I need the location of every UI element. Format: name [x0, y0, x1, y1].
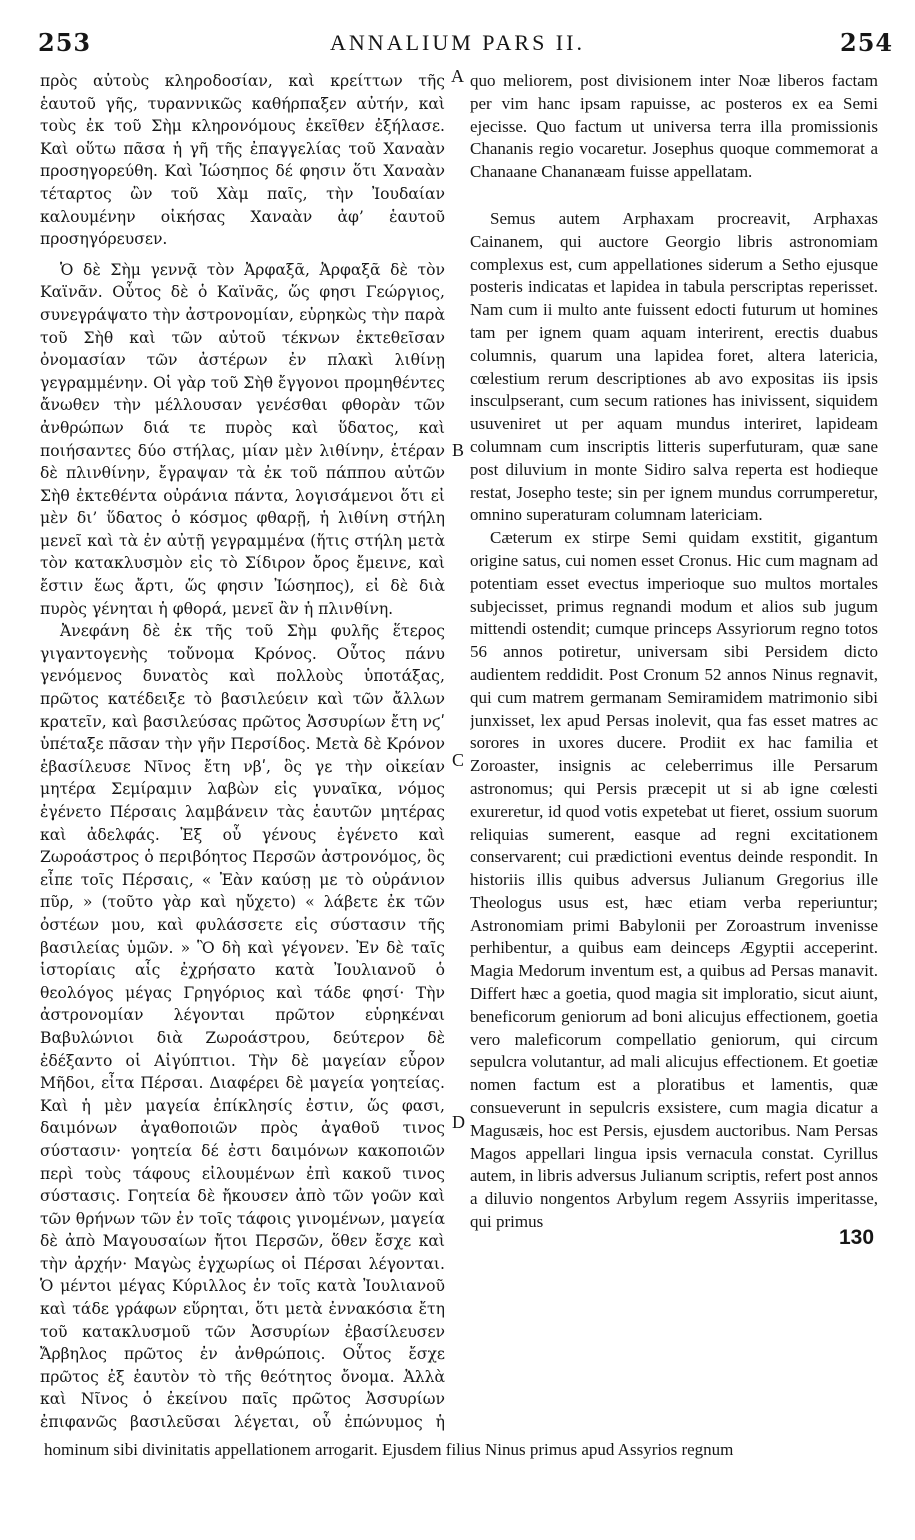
greek-paragraph: πρὸς αὐτοὺς κληροδοσίαν, καὶ κρείττων τῆς ἑαυτοῦ γῆς, τυραννικῶς καθήρπαξεν αὐτήν, καὶ τοὺς ἐκ τοῦ Σὴμ κληρονόμους ἐκεῖθεν ἐξήλασε. Καὶ οὕτω πᾶσα ἡ γῆ τῆς ἐπαγγελίας τοῦ Χαναὰν προσηγορεύθη. Καὶ Ἰώσηπος δέ φησιν ὅτι Χαναὰν τέταρτος ὢν τοῦ Χὰμ παῖς, τὴν Ἰουδαίαν καλουμένην οἰκήσας Χαναὰν ἀφ’ ἑαυτοῦ προσηγόρευσεν. — [40, 72, 445, 249]
page-number-right: 254 — [840, 28, 894, 57]
margin-marker-d: D — [452, 1112, 465, 1132]
page-number-left: 253 — [38, 28, 92, 57]
running-title: ANNALIUM PARS II. — [330, 30, 585, 55]
latin-paragraph: quo meliorem, post divisionem inter Noæ liberos factam per vim hanc ipsam rapuisse, ac posteros ex ea Semi ejecisse. Quo factum ut universa terra illa promissionis Chananis regio vocaretur. Josephus quoque commemorat a Chanaane Chananæam fuisse appellatam. — [470, 71, 878, 182]
margin-marker-b: B — [452, 440, 465, 460]
greek-paragraph: Ὁ δὲ Σὴμ γεννᾷ τὸν Ἀρφαξᾶ, Ἀρφαξᾶ δὲ τὸν Καϊνᾶν. Οὗτος δὲ ὁ Καϊνᾶς, ὥς φησι Γεώργιος, συνεγράψατο τὴν ἀστρονομίαν, εὑρηκὼς τὴν παρὰ τοῦ Σὴθ καὶ τῶν αὐτοῦ τέκνων ἐκτεθεῖσαν ὀνομασίαν τῶν ἀστέρων ἐν πλακὶ λιθίνῃ γεγραμμένην. Οἱ γὰρ τοῦ Σὴθ ἔγγονοι προμηθέντες ἄνωθεν τὴν μέλλουσαν γενέσθαι φθορὰν τῶν ἀνθρώπων διά τε πυρὸς καὶ ὕδατος, καὶ ποιήσαντες δύο στήλας, μίαν μὲν λιθίνην, ἑτέραν δὲ πλινθίνην, ἔγραψαν τὰ ἐκ τοῦ πάππου αὐτῶν Σὴθ ἐκτεθέντα οὐράνια πάντα, λογισάμενοι ὅτι εἰ μὲν δι’ ὕδατος ὁ κόσμος φθαρῇ, ἡ λιθίνη στήλη μενεῖ καὶ τὰ ἐν αὐτῇ γεγραμμένα (ἥτις στήλη μετὰ τὸν κατακλυσμὸν εἰς τὸ Σίδιρον ὄρος ἔμεινε, καὶ ἔστιν ἕως ἄρτι, ὥς φησιν Ἰώσηπος), εἰ δὲ διὰ πυρὸς γένηται ἡ φθορά, μενεῖ ἂν ἡ πλινθίνη. — [40, 260, 445, 618]
greek-paragraph: Ἀνεφάνη δὲ ἐκ τῆς τοῦ Σὴμ φυλῆς ἕτερος γιγαντογενὴς τοὔνομα Κρόνος. Οὗτος πάνυ γενόμενος δυνατὸς καὶ πολλοὺς ὑποτάξας, πρῶτος κατέδειξε τὸ βασιλεύειν καὶ τῶν ἄλλων κρατεῖν, καὶ βασιλεύσας πρῶτος Ἀσσυρίων ἔτη νϛʹ ὑπέταξε πᾶσαν τὴν γῆν Περσίδος. Μετὰ δὲ Κρόνον ἐβασίλευσε Νῖνος ἔτη νβʹ, ὃς γε τὴν οἰκείαν μητέρα Σεμίραμιν λαβὼν εἰς γυναῖκα, νόμος ἐγένετο Πέρσαις λαμβάνειν τὰς ἑαυτῶν μητέρας καὶ ἀδελφάς. Ἐξ οὗ γένους ἐγένετο καὶ Ζωροάστρος ὁ περιβόητος Περσῶν ἀστρονόμος, ὃς εἶπε τοῖς Πέρσαις, « Ἐὰν καύσῃ με τὸ οὐράνιον πῦρ, » (τοῦτο γὰρ καὶ ηὔχετο) « λάβετε ἐκ τῶν ὀστέων μου, καὶ φυλάσσετε εἰς σύστασιν τῆς βασιλείας ὑμῶν. » Ὃ δὴ καὶ γέγονεν. Ἐν δὲ ταῖς ἱστορίαις αἷς ἐχρήσατο κατὰ Ἰουλιανοῦ ὁ θεολόγος μέγας Γρηγόριος καὶ τάδε φησί· Τὴν ἀστρονομίαν λέγονται πρῶτον εὑρηκέναι Βαβυλώνιοι διὰ Ζωροάστρου, δεύτερον δὲ ἐδέξαντο οἱ Αἰγύπτιοι. Τὴν δὲ μαγείαν εὗρον Μῆδοι, εἶτα Πέρσαι. Διαφέρει δὲ μαγεία γοητείας. Καὶ ἡ μὲν μαγεία ἐπίκλησίς ἐστιν, ὥς φασι, δαιμόνων ἀγαθοποιῶν πρὸς ἀγαθοῦ τινος σύστασιν· γοητεία δέ ἐστι δαιμόνων κακοποιῶν περὶ τοὺς τάφους εἰλουμένων ἐπὶ κακοῦ τινος σύστασις. Γοητεία δὲ ἤκουσεν ἀπὸ τῶν γοῶν καὶ τῶν θρήνων τῶν ἐν τοῖς τάφοις γινομένων, μαγεία δὲ ἀπὸ Μαγουσαίων ἤτοι Περσῶν, ὅθεν ἔσχε καὶ τὴν ἀρχήν· Μαγὼς ἐγχωρίως οἱ Πέρσαι λέγονται. Ὁ μέντοι μέγας Κύριλλος ἐν τοῖς κατὰ Ἰουλιανοῦ καὶ τάδε γράφων εὕρηται, ὅτι μετὰ ἐννακόσια ἔτη τοῦ κατακλυσμοῦ τῶν Ἀσσυρίων ἐβασίλευσεν Ἄρβηλος πρῶτος ἐν ἀνθρώποις. Οὗτος ἔσχε πρῶτος ἐξ ἑαυτὸν τὸ τῆς θεότητος ὄνομα. Ἀλλὰ καὶ Νῖνος ὁ ἐκείνου παῖς πρῶτος Ἀσσυρίων ἐπιφανῶς βασιλεῦσαι λέγεται, οὗ ἐπώνυμος ἡ — [40, 622, 445, 1432]
greek-column — [40, 70, 445, 1435]
page-header — [0, 28, 915, 60]
latin-paragraph: Semus autem Arphaxam procreavit, Arphaxas Cainanem, qui auctore Georgio libris astronomiam complexus est, cum appellationes siderum a Setho ejusque posteris indicatas et lapidea in tabula perscriptas reperisset. Nam cum ii multo ante fuissent edocti futurum ut homines tam per ignem quam aquam interirent, erectis duabus columnis, quarum una lapidea foret, altera latericia, cœlestium rerum descriptiones ab avo expositas iis ipsis insculpserant, cum secum rationes has inivissent, siquidem usuveniret ut per aquam mundus interiret, lapideam columnam cum inscriptis litteris superfuturam, quæ sane post diluvium in monte Sidiro salva reperta est hodieque restat, Josepho teste; sin per ignem mundus corrumperetur, omnino superaturam columnam latericiam. — [470, 208, 878, 525]
margin-marker-c: C — [452, 750, 465, 770]
latin-paragraph: Cæterum ex stirpe Semi quidam exstitit, gigantum origine satus, cui nomen esset Cronus. Hic cum magnam ad potentiam esset evectus imperioque suo multos mortales subjecisset, primus regnandi modum et alios sub jugum mittendi ostendit; cumque princeps Assyriorum regno totos 56 annos potiretur, universam sibi Persidem dicto audientem reddidit. Post Cronum 52 annos Ninus regnavit, qui cum matrem germanam Semiramidem matrimonio sibi junxisset, lex apud Persas inolevit, qua fas esset matres ac sorores in uxores ducere. Prodiit ex hac familia et Zoroaster, insignis ac celeberrimus ille Persarum astronomus; qui Persis præcepit ut si ab igne cœlesti exureretur, id quod votis expetebat ut fieret, ossium suorum reliquias sumerent, easque ad regni excitationem conservarent; cui prædictioni eventus deinde respondit. In historiis illis quibus adversus Julianum Gregorius ille Theologus usus est, hæc etiam verba reperiuntur; Astronomiam primi Babylonii per Zoroastrum invenisse perhibentur, a quibus eam deinceps Ægyptii acceperint. Magia Medorum inventum est, a quibus ad Persas manavit. Differt hæc a goetia, quod magia sit imploratio, sicut aiunt, beneficorum geniorum ad boni alicujus effectionem, goetia vero maleficorum compellatio geniorum, qui circum sepulcra volutantur, ad mali alicujus effectionem. Et goetiæ nomen factum est a ploratibus et lamentis, quæ consueverunt in sepulcris exsistere, cum magia dicatur a Magusæis, hoc est Persis, ejusdem auctoribus. Nam Persas Magos appellari lingua ipsis vernacula constat. Cyrillus autem, in libris adversus Julianum scriptis, refert post annos a diluvio nongentos Arbylum regem Assyriis imperitasse, qui primus — [470, 528, 878, 1232]
margin-marker-a: A — [451, 66, 464, 86]
reference-number: 130 — [835, 1226, 874, 1250]
latin-column — [470, 70, 878, 1435]
bottom-continuation-line: hominum sibi divinitatis appellationem arrogarit. Ejusdem filius Ninus primus apud Assyrios regnum — [44, 1440, 734, 1459]
